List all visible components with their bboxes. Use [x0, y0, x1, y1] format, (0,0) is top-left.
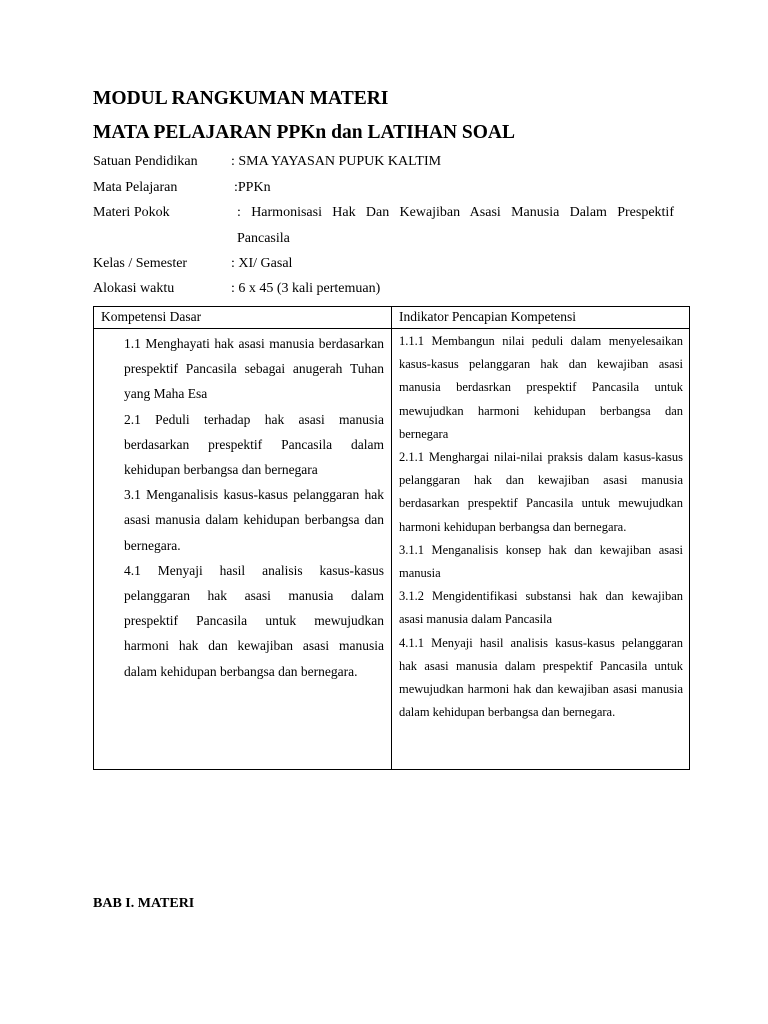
satuan-label: Satuan Pendidikan: [93, 154, 198, 169]
materi-label: Materi Pokok: [93, 205, 170, 220]
table-column-divider: [391, 307, 392, 769]
kompetensi-item: 2.1 Peduli terhadap hak asasi manusia berdasarkan prespektif Pancasila dalam kehidupan berbangsa dan bernegara: [124, 411, 384, 478]
kompetensi-dasar-cell: [124, 331, 384, 684]
mapel-value: :PPKn: [234, 180, 271, 195]
document-title: MODUL RANGKUMAN MATERI: [93, 88, 389, 109]
alokasi-label: Alokasi waktu: [93, 281, 175, 296]
satuan-value: : SMA YAYASAN PUPUK KALTIM: [231, 154, 442, 169]
materi-value-continued: Pancasila: [237, 231, 290, 246]
indikator-item: 3.1.2 Mengidentifikasi substansi hak dan kewajiban asasi manusia dalam Pancasila: [399, 589, 683, 627]
indikator-item: 3.1.1 Menganalisis konsep hak dan kewajiban asasi manusia: [399, 542, 683, 581]
header-kompetensi-dasar: Kompetensi Dasar: [101, 309, 202, 324]
chapter-heading: BAB I. MATERI: [93, 896, 195, 911]
kompetensi-item: 3.1 Menganalisis kasus-kasus pelanggaran hak asasi manusia dalam kehidupan berbangsa dan bernegara.: [124, 487, 384, 553]
indikator-cell: [399, 330, 683, 724]
kelas-label: Kelas / Semester: [93, 256, 188, 271]
indikator-item: 1.1.1 Membangun nilai peduli dalam menyelesaikan kasus-kasus pelanggaran hak dan kewajiban asasi manusia berdasrkan prespektif Pancasila untuk mewujudkan harmoni kehidupan berbangsa dan bernegara: [399, 334, 683, 441]
mapel-label: Mata Pelajaran: [93, 180, 178, 195]
indikator-item: 4.1.1 Menyaji hasil analisis kasus-kasus pelanggaran hak asasi manusia dalam prespektif Pancasila untuk mewujudkan harmoni hak dan kewajiban asasi manusia dalam kehidupan berbangsa dan bernegara.: [399, 635, 683, 720]
kompetensi-item: 4.1 Menyaji hasil analisis kasus-kasus pelanggaran hak asasi manusia dalam prespektif Pancasila untuk mewujudkan harmoni hak dan kewajiban asasi manusia dalam kehidupan berbangsa dan bernegara.: [124, 562, 384, 679]
competency-table: [93, 306, 690, 770]
kelas-value: : XI/ Gasal: [231, 256, 293, 271]
table-header-divider: [94, 328, 689, 329]
alokasi-value: : 6 x 45 (3 kali pertemuan): [231, 281, 381, 296]
materi-value: : Harmonisasi Hak Dan Kewajiban Asasi Manusia Dalam Prespektif: [237, 205, 674, 220]
header-indikator: Indikator Pencapian Kompetensi: [399, 309, 576, 324]
subject-title: MATA PELAJARAN PPKn dan LATIHAN SOAL: [93, 122, 516, 143]
kompetensi-item: 1.1 Menghayati hak asasi manusia berdasarkan prespektif Pancasila sebagai anugerah Tuhan yang Maha Esa: [124, 336, 384, 402]
indikator-item: 2.1.1 Menghargai nilai-nilai praksis dalam kasus-kasus pelanggaran hak dan kewajiban asasi manusia berdasarkan prespektif Pancasila untuk mewujudkan harmoni kehidupan berbangsa dan bernegara.: [399, 450, 683, 534]
